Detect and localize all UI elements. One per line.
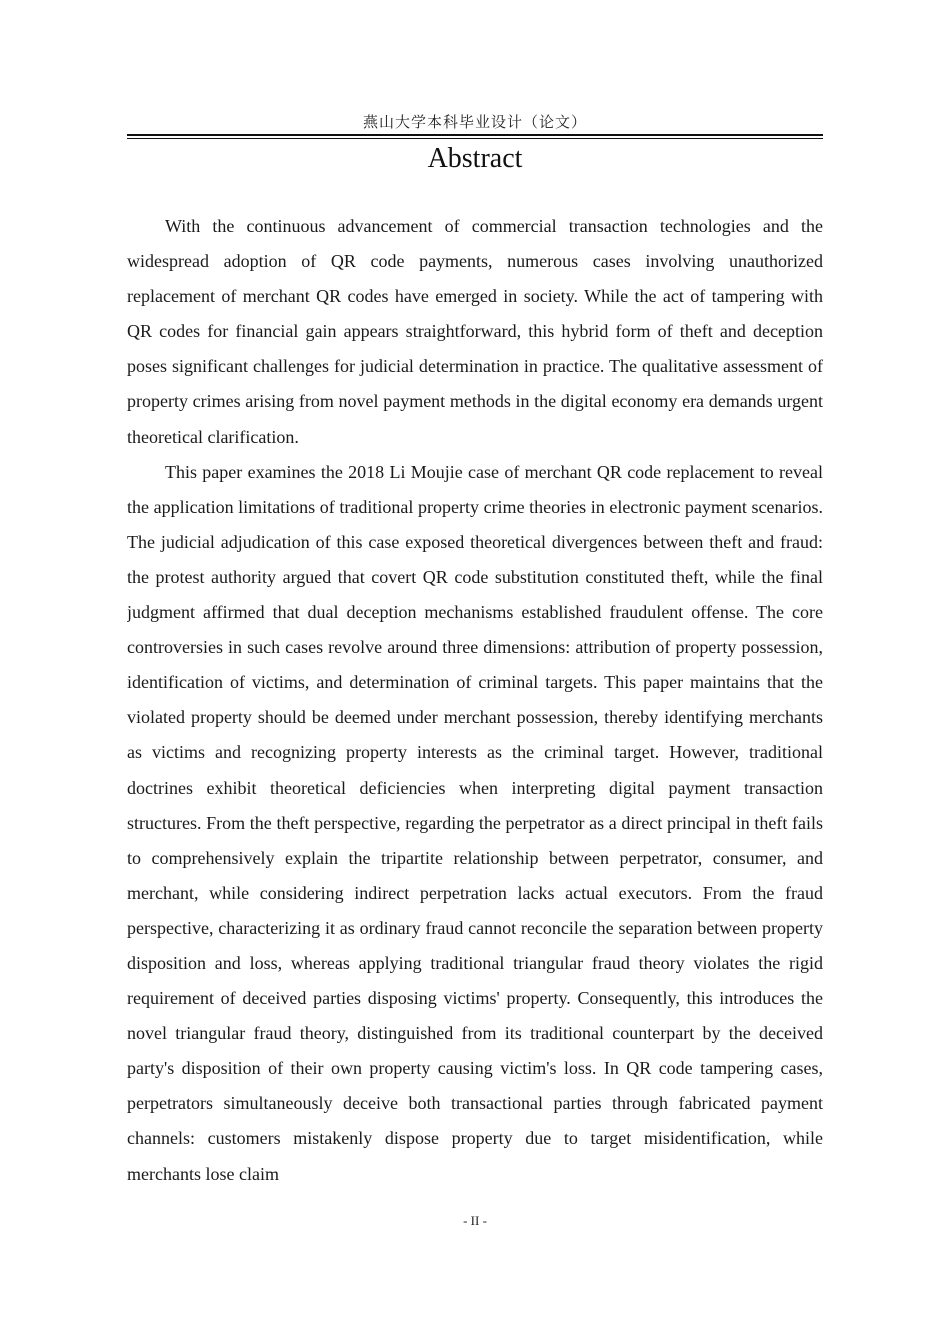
page-number: - II - — [463, 1213, 487, 1228]
header-rule-thin — [127, 138, 823, 139]
running-header: 燕山大学本科毕业设计（论文） — [362, 115, 587, 131]
header-rule-thick — [127, 134, 823, 136]
page-title: Abstract — [427, 143, 523, 174]
abstract-paragraph-1: With the continuous advancement of commercial transaction technologies and the widespread adoption of QR code payments, numerous cases involving unauthorized replacement of merchant QR codes have emerged in society. While the act of tampering with QR codes for financial gain appears straightforward, this hybrid form of theft and deception poses significant challenges for judicial determination in practice. The qualitative assessment of property crimes arising from novel payment methods in the digital economy era demands urgent theoretical clarification. — [127, 216, 823, 447]
abstract-body — [127, 209, 823, 1193]
abstract-paragraph-2: This paper examines the 2018 Li Moujie case of merchant QR code replacement to reveal the application limitations of traditional property crime theories in electronic payment scenarios. The judicial adjudication of this case exposed theoretical divergences between theft and fraud: the protest authority argued that covert QR code substitution constituted theft, while the final judgment affirmed that dual deception mechanisms established fraudulent offense. The core controversies in such cases revolve around three dimensions: attribution of property possession, identification of victims, and determination of criminal targets. This paper maintains that the violated property should be deemed under merchant possession, thereby identifying merchants as victims and recognizing property interests as the criminal target. However, traditional doctrines exhibit theoretical deficiencies when interpreting digital payment transaction structures. From the theft perspective, regarding the perpetrator as a direct principal in theft fails to comprehensively explain the tripartite relationship between perpetrator, consumer, and merchant, while considering indirect perpetration lacks actual executors. From the fraud perspective, characterizing it as ordinary fraud cannot reconcile the separation between property disposition and loss, whereas applying traditional triangular fraud theory violates the rigid requirement of deceived parties disposing victims' property. Consequently, this introduces the novel triangular fraud theory, distinguished from its traditional counterpart by the deceived party's disposition of their own property causing victim's loss. In QR code tampering cases, perpetrators simultaneously deceive both transactional parties through fabricated payment channels: customers mistakenly dispose property due to target misidentification, while merchants lose claim — [127, 461, 823, 1184]
